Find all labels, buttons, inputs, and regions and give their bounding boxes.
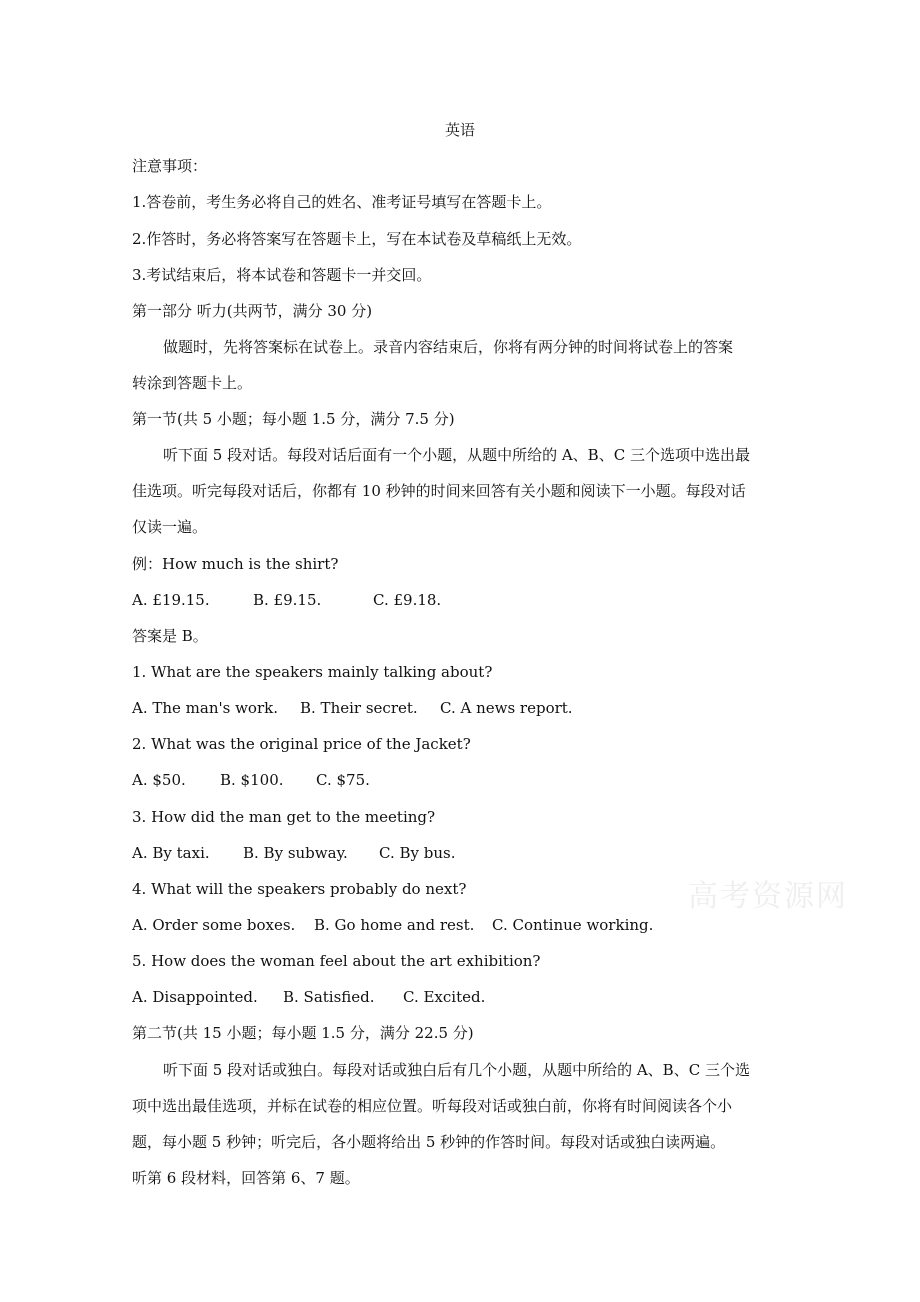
example-question: 例：How much is the shirt?	[132, 555, 339, 573]
question-4: 4. What will the speakers probably do next?	[132, 880, 467, 898]
q4-option-a: A. Order some boxes.	[132, 916, 296, 934]
part1-heading: 第一部分 听力(共两节，满分 30 分)	[132, 302, 373, 320]
question-5: 5. How does the woman feel about the art exhibition?	[132, 952, 541, 970]
q4-option-b: B. Go home and rest.	[314, 916, 475, 934]
q1-option-a: A. The man's work.	[132, 699, 278, 717]
question-3-options	[132, 843, 455, 863]
section1-heading: 第一节(共 5 小题；每小题 1.5 分，满分 7.5 分)	[132, 410, 455, 428]
question-1: 1. What are the speakers mainly talking about?	[132, 663, 493, 681]
section2-heading: 第二节(共 15 小题；每小题 1.5 分，满分 22.5 分)	[132, 1024, 474, 1042]
notice-item-1: 1.答卷前，考生务必将自己的姓名、准考证号填写在答题卡上。	[132, 193, 552, 211]
question-5-options	[132, 987, 485, 1007]
question-4-options	[132, 915, 653, 935]
section2-instruction-line1: 听下面 5 段对话或独白。每段对话或独白后有几个小题，从题中所给的 A、B、C 三个选	[163, 1061, 750, 1079]
page-title: 英语	[444, 121, 475, 139]
q3-option-c: C. By bus.	[379, 844, 456, 862]
example-option-b: B. £9.15.	[253, 591, 322, 609]
notice-item-2: 2.作答时，务必将答案写在答题卡上，写在本试卷及草稿纸上无效。	[132, 230, 582, 248]
part1-instruction-line2: 转涂到答题卡上。	[132, 374, 253, 392]
q2-option-a: A. $50.	[132, 771, 186, 789]
q4-option-c: C. Continue working.	[492, 916, 654, 934]
example-answer: 答案是 B。	[132, 627, 208, 645]
watermark: 高考资源网	[688, 879, 848, 914]
section2-listen-6: 听第 6 段材料，回答第 6、7 题。	[132, 1169, 360, 1187]
notice-heading: 注意事项：	[132, 157, 208, 175]
q3-option-a: A. By taxi.	[132, 844, 210, 862]
section2-instruction-line2: 项中选出最佳选项，并标在试卷的相应位置。听每段对话或独白前，你将有时间阅读各个小	[132, 1097, 733, 1115]
q5-option-b: B. Satisfied.	[283, 988, 375, 1006]
question-3: 3. How did the man get to the meeting?	[132, 808, 436, 826]
question-2-options	[132, 770, 370, 790]
notice-item-3: 3.考试结束后，将本试卷和答题卡一并交回。	[132, 266, 432, 284]
question-1-options	[132, 698, 573, 718]
q2-option-c: C. $75.	[316, 771, 370, 789]
example-option-a: A. £19.15.	[132, 591, 210, 609]
question-2: 2. What was the original price of the Jacket?	[132, 735, 471, 753]
q3-option-b: B. By subway.	[243, 844, 348, 862]
example-options	[132, 590, 441, 610]
q5-option-c: C. Excited.	[403, 988, 486, 1006]
section1-instruction-line2: 佳选项。听完每段对话后，你都有 10 秒钟的时间来回答有关小题和阅读下一小题。每段对话	[132, 482, 746, 500]
q1-option-c: C. A news report.	[440, 699, 573, 717]
section2-instruction-line3: 题，每小题 5 秒钟；听完后，各小题将给出 5 秒钟的作答时间。每段对话或独白读两遍。	[132, 1133, 726, 1151]
example-option-c: C. £9.18.	[373, 591, 442, 609]
q2-option-b: B. $100.	[220, 771, 284, 789]
q5-option-a: A. Disappointed.	[132, 988, 258, 1006]
q1-option-b: B. Their secret.	[300, 699, 418, 717]
section1-instruction-line1: 听下面 5 段对话。每段对话后面有一个小题，从题中所给的 A、B、C 三个选项中选出最	[163, 446, 750, 464]
part1-instruction-line1: 做题时，先将答案标在试卷上。录音内容结束后，你将有两分钟的时间将试卷上的答案	[163, 338, 734, 356]
section1-instruction-line3: 仅读一遍。	[132, 518, 208, 536]
